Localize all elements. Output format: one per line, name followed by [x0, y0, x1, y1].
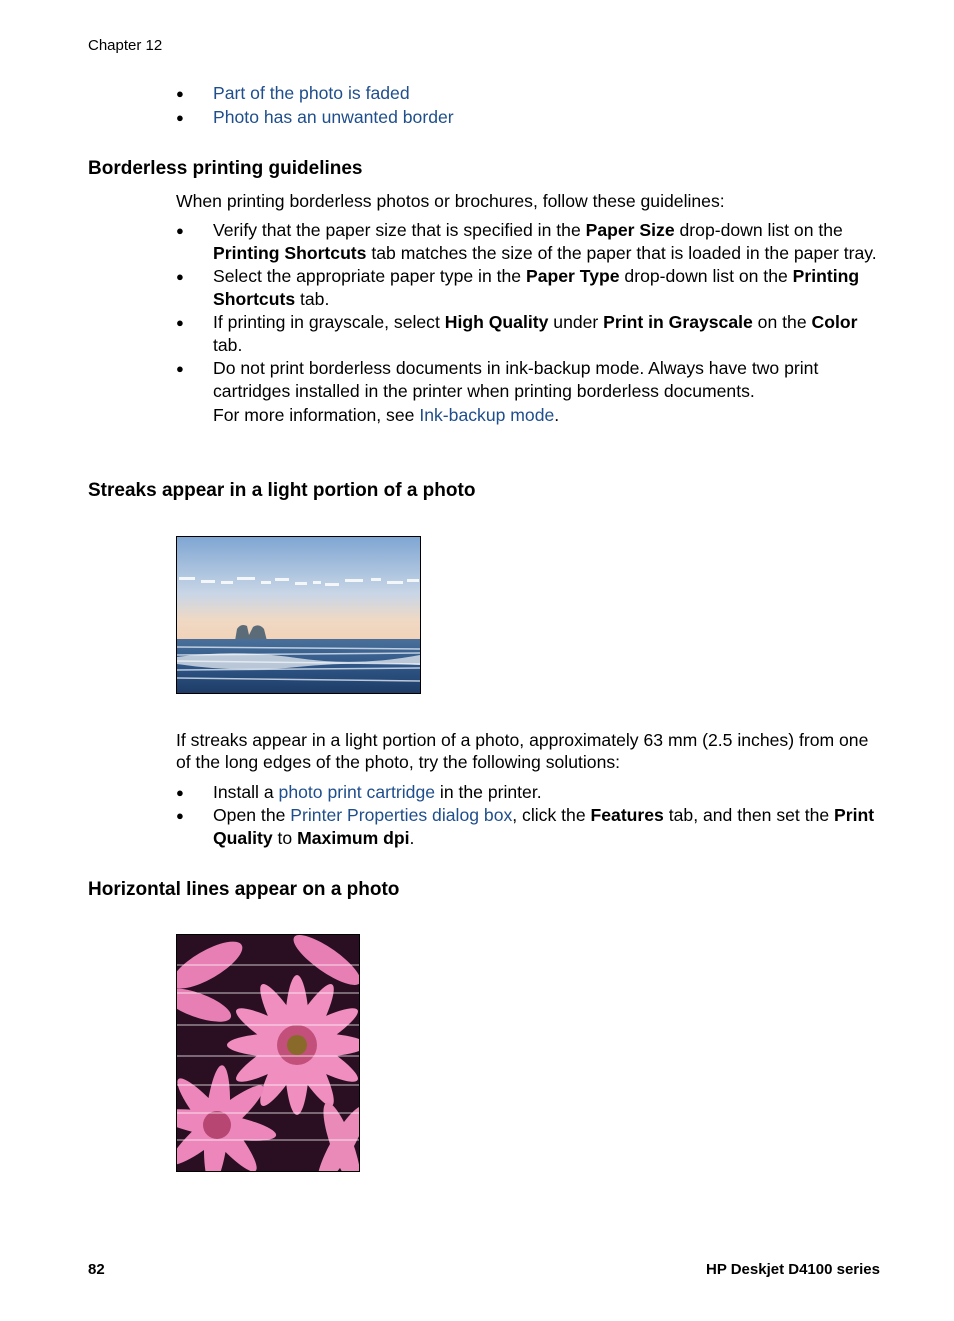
text-bold: Print Quality	[213, 805, 875, 848]
more-info	[213, 404, 886, 427]
list-item	[176, 311, 886, 357]
section-heading-borderless: Borderless printing guidelines	[88, 158, 363, 179]
text-bold: Printing Shortcuts	[213, 266, 860, 309]
list-item	[176, 265, 886, 311]
text-bold: Maximum dpi	[297, 828, 410, 848]
list-item	[176, 82, 454, 105]
text-bold: Paper Type	[526, 266, 620, 286]
link-photo-faded[interactable]: Part of the photo is faded	[213, 83, 410, 103]
link-photo-print-cartridge[interactable]: photo print cartridge	[278, 782, 436, 802]
link-ink-backup-mode[interactable]: Ink-backup mode	[419, 405, 555, 425]
text: If printing in grayscale, select	[213, 312, 445, 332]
text: For more information, see	[213, 405, 420, 425]
list-item	[176, 106, 454, 129]
sample-photo-streaks	[176, 536, 421, 694]
text: .	[409, 828, 415, 848]
text: Open the	[213, 805, 291, 825]
page-number: 82	[88, 1261, 105, 1278]
section-heading-horizontal-lines: Horizontal lines appear on a photo	[88, 879, 400, 900]
text-bold: Paper Size	[585, 220, 675, 240]
bullet: ●	[176, 808, 184, 823]
text-bold: Features	[590, 805, 664, 825]
bullet: ●	[176, 269, 184, 284]
link-printer-properties[interactable]: Printer Properties dialog box	[290, 805, 513, 825]
text: tab matches the size of the paper that is loaded in the paper tray.	[366, 243, 877, 263]
text: .	[554, 405, 560, 425]
related-links	[176, 82, 454, 130]
text: in the printer.	[435, 782, 542, 802]
borderless-guidelines	[176, 219, 886, 427]
text: tab.	[295, 289, 330, 309]
text: on the	[752, 312, 812, 332]
text: Verify that the paper size that is specified in the	[213, 220, 586, 240]
streaks-solutions	[176, 781, 886, 850]
photo-seascape	[177, 537, 420, 693]
sample-photo-horizontal-lines	[176, 934, 360, 1172]
text: Select the appropriate paper type in the	[213, 266, 526, 286]
list-item	[176, 219, 886, 265]
list-item	[176, 357, 886, 427]
link-unwanted-border[interactable]: Photo has an unwanted border	[213, 107, 454, 127]
text: to	[272, 828, 298, 848]
text: drop-down list on the	[674, 220, 843, 240]
list-item	[176, 781, 886, 804]
bullet: ●	[176, 315, 184, 330]
product-name: HP Deskjet D4100 series	[705, 1261, 880, 1278]
text-bold: Color	[811, 312, 858, 332]
text-bold: Printing Shortcuts	[213, 243, 367, 263]
bullet: ●	[176, 785, 184, 800]
bullet: ●	[176, 110, 184, 125]
bullet: ●	[176, 86, 184, 101]
text: , click the	[512, 805, 591, 825]
list-item	[176, 804, 886, 850]
streaks-description: If streaks appear in a light portion of a photo, approximately 63 mm (2.5 inches) from one of the long edges of the photo, try the following solutions:	[176, 730, 869, 772]
chapter-label: Chapter 12	[88, 37, 163, 54]
text-bold: Print in Grayscale	[603, 312, 753, 332]
text-bold: High Quality	[444, 312, 549, 332]
text: Install a	[213, 782, 279, 802]
bullet: ●	[176, 361, 184, 376]
text: drop-down list on the	[619, 266, 793, 286]
section-heading-streaks: Streaks appear in a light portion of a photo	[88, 480, 476, 501]
photo-flowers	[177, 935, 359, 1171]
text: under	[548, 312, 604, 332]
bullet: ●	[176, 223, 184, 238]
text: tab.	[213, 335, 243, 355]
text: tab, and then set the	[663, 805, 835, 825]
text: Do not print borderless documents in ink-backup mode. Always have two print cartridges installed in the printer when printing borderless documents.	[213, 358, 819, 401]
borderless-intro: When printing borderless photos or brochures, follow these guidelines:	[176, 191, 725, 211]
